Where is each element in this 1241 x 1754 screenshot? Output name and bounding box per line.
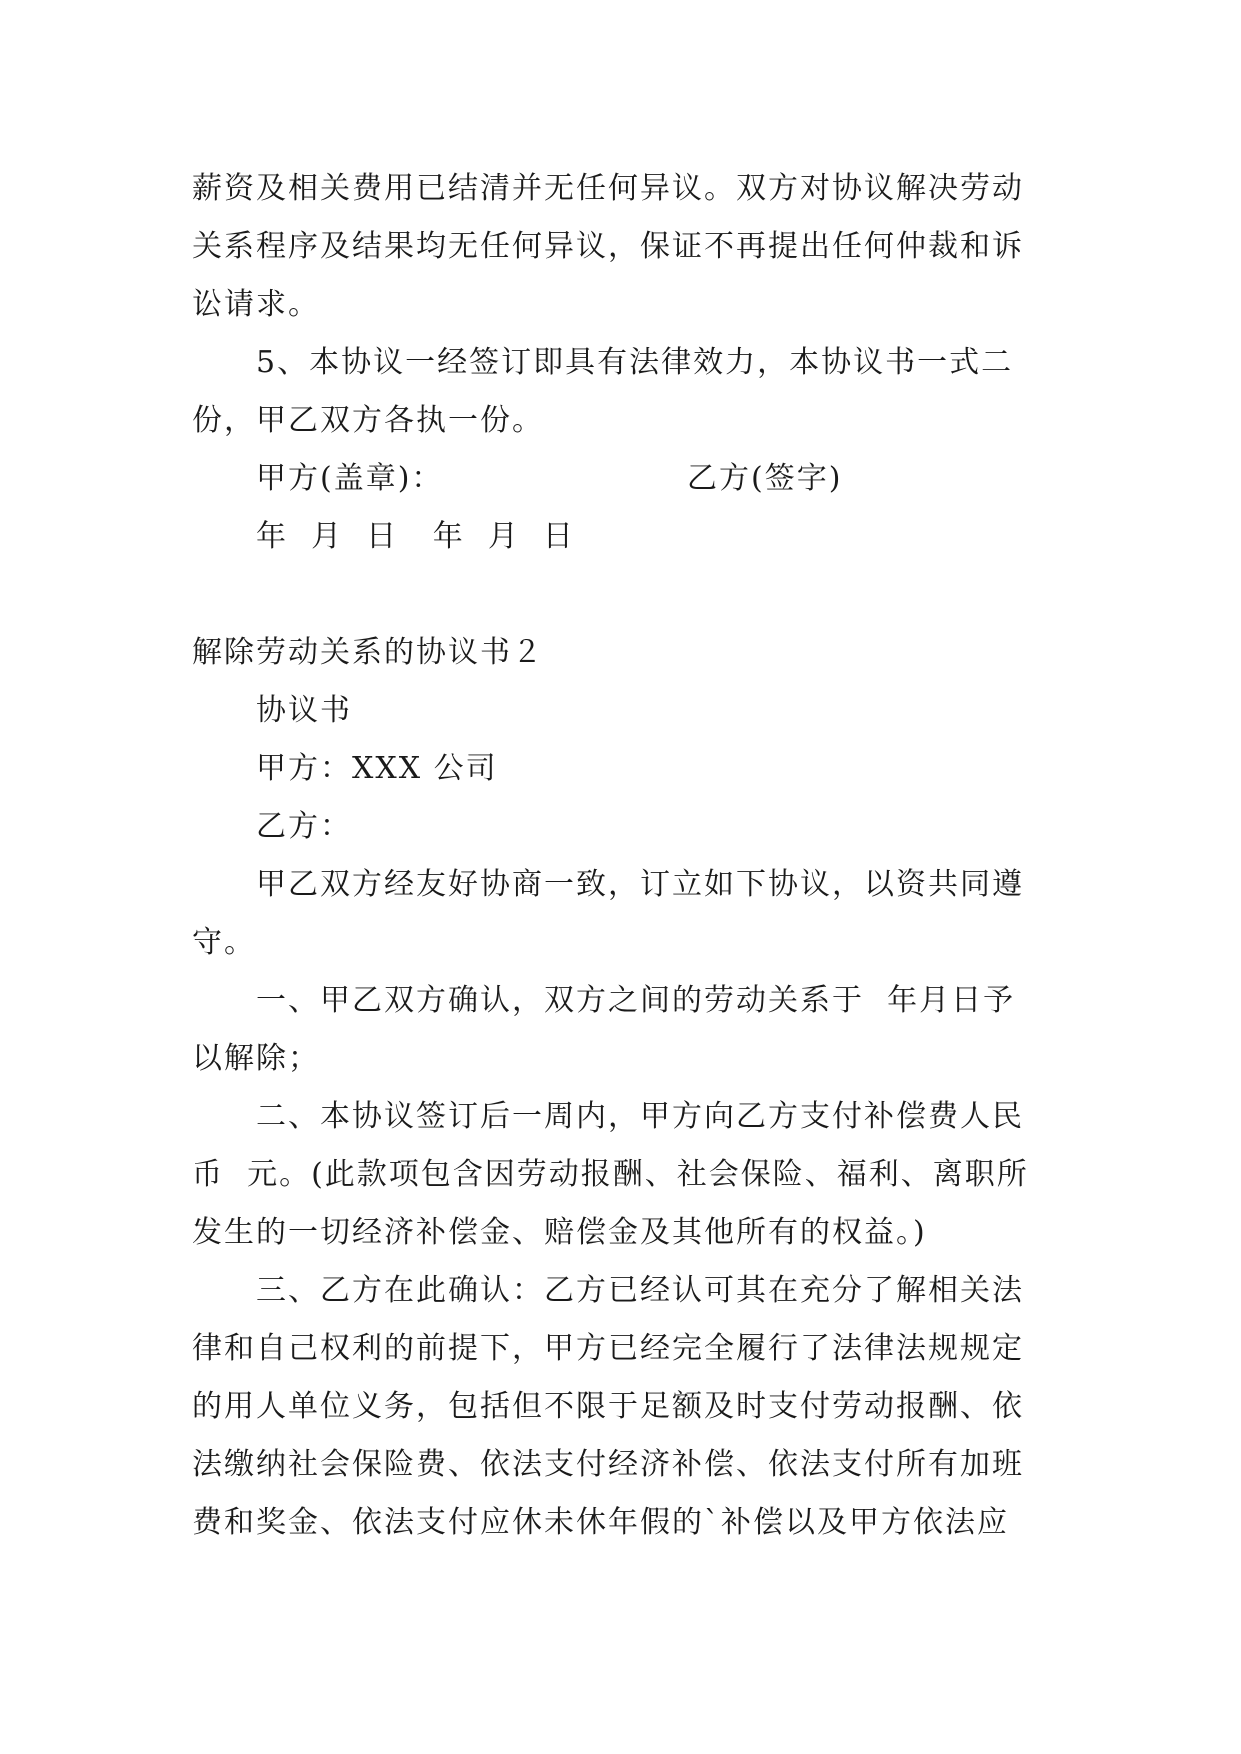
clause-3-line: 三、乙方在此确认：乙方已经认可其在充分了解相关法: [256, 1273, 1024, 1308]
agreement-heading: 协议书: [256, 693, 352, 728]
party-a-line: 甲方：XXX 公司: [256, 751, 498, 786]
party-b-line: 乙方：: [256, 809, 352, 844]
document-body: [192, 160, 1052, 1552]
party-a-seal-label: 甲方(盖章)：: [256, 461, 444, 496]
paragraph-line: 发生的一切经济补偿金、赔偿金及其他所有的权益。): [192, 1215, 927, 1250]
clause-2-line: 二、本协议签订后一周内，甲方向乙方支付补偿费人民: [256, 1099, 1024, 1134]
paragraph-line: 法缴纳社会保险费、依法支付经济补偿、依法支付所有加班: [192, 1447, 1024, 1482]
paragraph-line: 守。: [192, 925, 256, 960]
section-gap: [192, 566, 1052, 624]
paragraph-line: 关系程序及结果均无任何异议，保证不再提出任何仲裁和诉: [192, 229, 1024, 264]
paragraph-line: 的用人单位义务，包括但不限于足额及时支付劳动报酬、依: [192, 1389, 1024, 1424]
paragraph-line: 费和奖金、依法支付应休未休年假的`补偿以及甲方依法应: [192, 1505, 1009, 1540]
preamble-line: 甲乙双方经友好协商一致，订立如下协议，以资共同遵: [256, 867, 1024, 902]
paragraph-line: 币 元。(此款项包含因劳动报酬、社会保险、福利、离职所: [192, 1157, 1029, 1192]
paragraph-line: 律和自己权利的前提下，甲方已经完全履行了法律法规规定: [192, 1331, 1024, 1366]
paragraph-line: 份，甲乙双方各执一份。: [192, 403, 544, 438]
paragraph-line: 以解除；: [192, 1041, 320, 1076]
section-title: 解除劳动关系的协议书２: [192, 635, 544, 670]
party-b-sign-label: 乙方(签字): [687, 461, 843, 496]
paragraph-line: 薪资及相关费用已结清并无任何异议。双方对协议解决劳动: [192, 171, 1024, 206]
date-line: 年 月 日 年 月 日: [256, 519, 575, 554]
clause-5-line: 5、本协议一经签订即具有法律效力，本协议书一式二: [256, 345, 1014, 380]
clause-1-line: 一、甲乙双方确认，双方之间的劳动关系于 年月日予: [256, 983, 1016, 1018]
signature-row: [192, 450, 1052, 508]
paragraph-line: 讼请求。: [192, 287, 320, 322]
